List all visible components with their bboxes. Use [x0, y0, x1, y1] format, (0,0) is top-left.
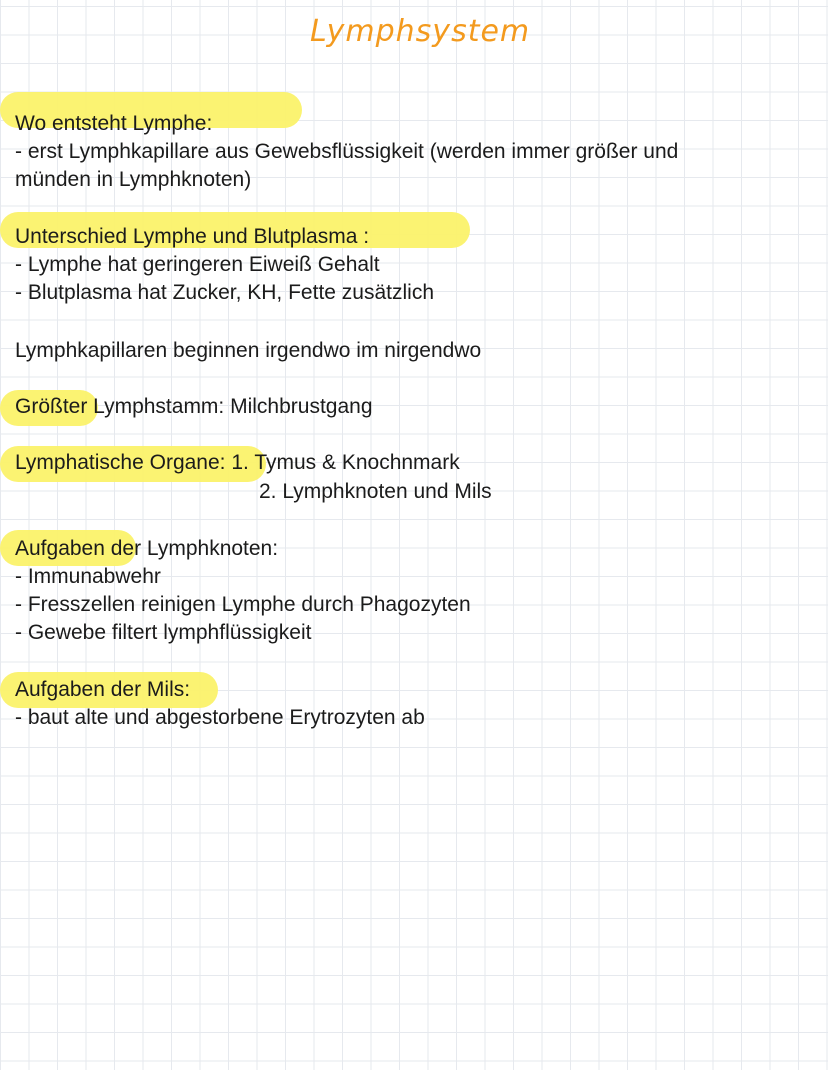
nodes-item-3: - Gewebe filtert lymphflüssigkeit: [15, 621, 312, 644]
difference-item-2: - Blutplasma hat Zucker, KH, Fette zusätzlich: [15, 281, 434, 304]
nodes-item-1: - Immunabwehr: [15, 565, 161, 588]
origin-line-1: - erst Lymphkapillare aus Gewebsflüssigkeit (werden immer größer und: [15, 140, 679, 163]
nodes-heading: Aufgaben der Lymphknoten:: [15, 537, 279, 560]
trunk-highlighted: Größter: [15, 395, 88, 418]
page-title: Lymphsystem: [310, 14, 531, 49]
capillaries-text: Lymphkapillaren beginnen irgendwo im nirgendwo: [15, 339, 482, 362]
trunk-line: [15, 393, 373, 421]
spleen-heading: Aufgaben der Mils:: [15, 678, 191, 701]
organs-item-2: 2. Lymphknoten und Mils: [259, 480, 492, 503]
organs-label: Lymphatische Organe:: [15, 451, 226, 474]
origin-heading: Wo entsteht Lymphe:: [15, 112, 213, 135]
organs-item-1: 1. Tymus & Knochnmark: [225, 451, 460, 474]
spleen-item-1: - baut alte und abgestorbene Erytrozyten ab: [15, 706, 425, 729]
origin-line-2: münden in Lymphknoten): [15, 168, 252, 191]
trunk-rest: Lymphstamm: Milchbrustgang: [87, 395, 373, 418]
difference-item-1: - Lymphe hat geringeren Eiweiß Gehalt: [15, 253, 380, 276]
difference-heading: Unterschied Lymphe und Blutplasma :: [15, 225, 370, 248]
organs-line: [15, 449, 460, 477]
nodes-item-2: - Fresszellen reinigen Lymphe durch Phagozyten: [15, 593, 471, 616]
